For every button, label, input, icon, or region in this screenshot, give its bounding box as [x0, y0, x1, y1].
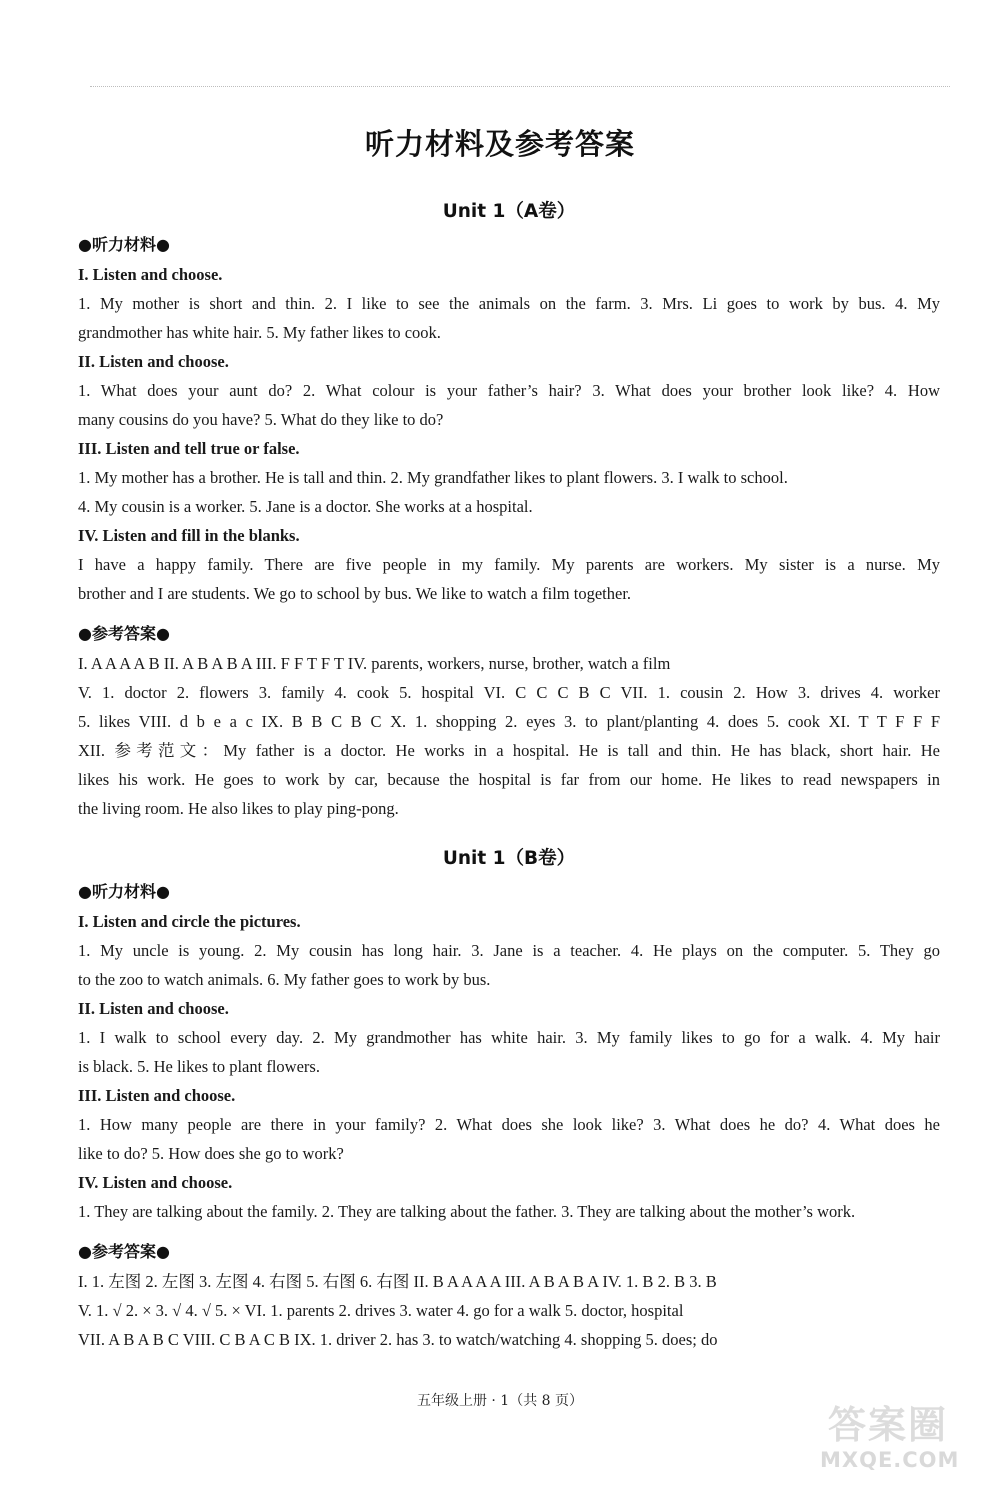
unit-a-listening-heading: ●听力材料● [78, 235, 170, 254]
watermark-url: MXQE.COM [820, 1448, 960, 1472]
unit-b-listening-heading: ●听力材料● [78, 882, 170, 901]
text-line: 1. My uncle is young. 2. My cousin has long hair. 3. Jane is a teacher. 4. He plays on the computer. 5. They go [78, 941, 940, 960]
unit-a-part1-title: I. Listen and choose. [78, 265, 223, 284]
answer-line: VII. A B A B C VIII. C B A C B IX. 1. driver 2. has 3. to watch/watching 4. shopping 5. does; do [78, 1330, 718, 1349]
answer-line: likes his work. He goes to work by car, because the hospital is far from our home. He likes to read newspapers in [78, 770, 940, 789]
answer-line: XII. 参考范文：My father is a doctor. He works in a hospital. He is tall and thin. He has black, short hair. He [78, 741, 940, 760]
top-dotted-rule [90, 86, 950, 87]
unit-b-part2-title: II. Listen and choose. [78, 999, 229, 1018]
unit-b-section [78, 842, 940, 1354]
text-line: 1. My mother has a brother. He is tall and thin. 2. My grandfather likes to plant flowers. 3. I walk to school. [78, 468, 788, 487]
text-line: 1. What does your aunt do? 2. What colour is your father’s hair? 3. What does your brother look like? 4. How [78, 381, 940, 400]
unit-a-section [78, 195, 940, 823]
text-line: 1. I walk to school every day. 2. My grandmother has white hair. 3. My family likes to go for a walk. 4. My hair [78, 1028, 940, 1047]
unit-b-part1-title: I. Listen and circle the pictures. [78, 912, 301, 931]
unit-b-title: Unit 1（B卷） [442, 848, 576, 869]
watermark-logo: 答案圈 [828, 1403, 949, 1447]
unit-a-part2-title: II. Listen and choose. [78, 352, 229, 371]
text-line: grandmother has white hair. 5. My father likes to cook. [78, 323, 441, 342]
text-line: to the zoo to watch animals. 6. My father goes to work by bus. [78, 970, 491, 989]
unit-b-part4-title: IV. Listen and choose. [78, 1173, 233, 1192]
text-line: I have a happy family. There are five people in my family. My parents are workers. My sister is a nurse. My [78, 555, 940, 574]
text-line: is black. 5. He likes to plant flowers. [78, 1057, 320, 1076]
text-line: 1. How many people are there in your family? 2. What does she look like? 3. What does he do? 4. What does he [78, 1115, 940, 1134]
text-line: brother and I are students. We go to school by bus. We like to watch a film together. [78, 584, 632, 603]
unit-b-part3-title: III. Listen and choose. [78, 1086, 236, 1105]
answer-line: 5. likes VIII. d b e a c IX. B B C B C X. 1. shopping 2. eyes 3. to plant/planting 4. does 5. cook XI. T T F F F [78, 712, 940, 731]
answer-line: the living room. He also likes to play ping-pong. [78, 799, 399, 818]
page-footer: 五年级上册 · 1（共 8 页） [416, 1393, 584, 1409]
page-title: 听力材料及参考答案 [364, 127, 635, 161]
text-line: 1. My mother is short and thin. 2. I like to see the animals on the farm. 3. Mrs. Li goes to work by bus. 4. My [78, 294, 940, 313]
unit-a-title: Unit 1（A卷） [442, 201, 576, 222]
answer-line: V. 1. √ 2. × 3. √ 4. √ 5. × VI. 1. parents 2. drives 3. water 4. go for a walk 5. doctor, hospital [78, 1301, 684, 1320]
unit-b-answers-heading: ●参考答案● [78, 1242, 170, 1261]
watermark [818, 1402, 988, 1482]
unit-a-part4-title: IV. Listen and fill in the blanks. [78, 526, 300, 545]
text-line: 1. They are talking about the family. 2. They are talking about the father. 3. They are talking about the mother’s work. [78, 1202, 856, 1221]
text-line: like to do? 5. How does she go to work? [78, 1144, 344, 1163]
answer-line: V. 1. doctor 2. flowers 3. family 4. cook 5. hospital VI. C C C B C VII. 1. cousin 2. How 3. drives 4. worker [78, 683, 940, 702]
text-line: many cousins do you have? 5. What do they like to do? [78, 410, 444, 429]
answer-line: I. A A A A B II. A B A B A III. F F T F T IV. parents, workers, nurse, brother, watch a film [78, 654, 671, 673]
unit-a-answers-heading: ●参考答案● [78, 624, 170, 643]
answer-line: I. 1. 左图 2. 左图 3. 左图 4. 右图 5. 右图 6. 右图 II. B A A A A III. A B A B A IV. 1. B 2. B 3. B [78, 1272, 717, 1291]
unit-a-part3-title: III. Listen and tell true or false. [78, 439, 300, 458]
text-line: 4. My cousin is a worker. 5. Jane is a doctor. She works at a hospital. [78, 497, 533, 516]
